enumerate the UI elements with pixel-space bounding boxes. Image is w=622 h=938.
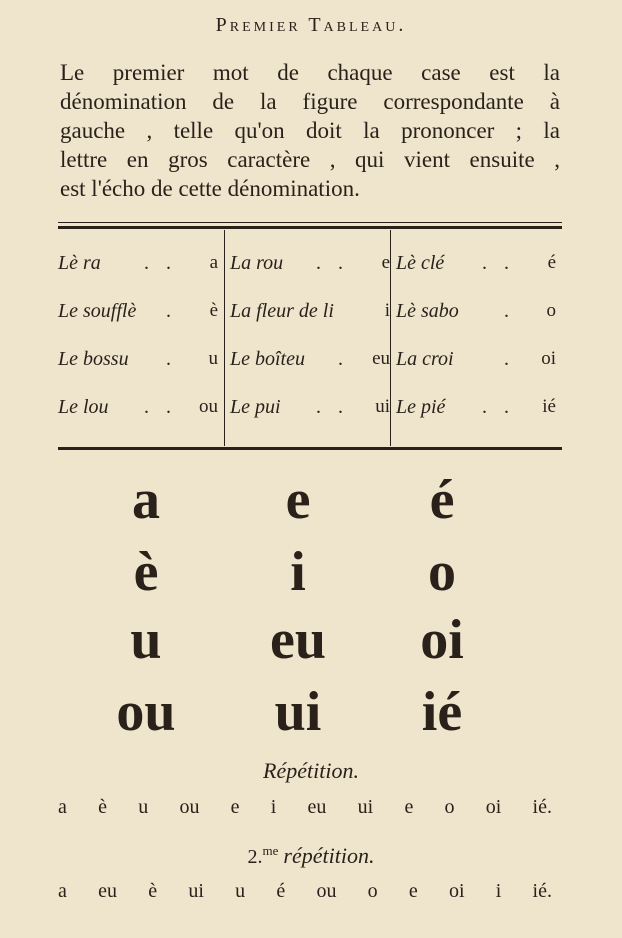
repetition-item: ié. [532, 796, 552, 818]
second-repetition-label: répétition. [283, 843, 375, 868]
figure-name: Le lou [58, 396, 109, 418]
big-letter: ié [421, 681, 463, 743]
echo-letter: oi [541, 348, 556, 369]
table-top-rule [58, 222, 562, 223]
figure-name: Le soufflè [58, 300, 137, 322]
leader-dots: . . [482, 252, 515, 274]
repetition-item: a [58, 796, 67, 818]
repetition-item: i [495, 880, 502, 902]
big-letter: ou [116, 681, 176, 743]
repetition-item: ié. [532, 880, 552, 902]
table-cell [58, 300, 218, 324]
intro-line: gauche , telle qu'on doit la prononcer ; la [60, 118, 560, 143]
repetition-item: o [444, 796, 455, 818]
intro-line: Le premier mot de chaque case est la [60, 60, 560, 85]
repetition-item: ui [188, 880, 204, 902]
big-letter: é [429, 469, 455, 531]
echo-letter: a [209, 252, 218, 273]
table-cell [230, 396, 390, 420]
figure-name: La rou [230, 252, 284, 274]
leader-dots: . [166, 348, 177, 370]
leader-dots: . [504, 300, 515, 322]
big-letter: eu [270, 609, 326, 671]
echo-letter: e [381, 252, 390, 273]
table-bottom-rule [58, 447, 562, 450]
repetition-item: ou [179, 796, 200, 818]
intro-line: est l'écho de cette dénomination. [60, 176, 360, 201]
table-cell [396, 252, 556, 276]
intro-line: lettre en gros caractère , qui vient ensuite , [60, 147, 560, 172]
echo-letter: è [209, 300, 218, 321]
intro-line: dénomination de la figure correspondante à [60, 89, 560, 114]
repetition-line [58, 796, 552, 819]
table-cell [58, 252, 218, 276]
figure-name: Lè ra [58, 252, 101, 274]
big-letter: ui [274, 681, 322, 743]
leader-dots: . . [144, 396, 177, 418]
table-cell [230, 252, 390, 276]
table-cell [396, 396, 556, 420]
big-letter: i [290, 541, 306, 603]
repetition-item: e [404, 796, 414, 818]
leader-dots: . . [316, 396, 349, 418]
leader-dots: . [504, 348, 515, 370]
repetition-item: ui [357, 796, 374, 818]
echo-letter: o [546, 300, 556, 321]
table-cell [230, 300, 390, 324]
big-letter: oi [420, 609, 464, 671]
echo-letter: eu [372, 348, 390, 369]
repetition-item: oi [448, 880, 465, 902]
table-top-rule-thick [58, 226, 562, 229]
echo-letter: ou [199, 396, 218, 417]
echo-letter: u [208, 348, 218, 369]
echo-letter: ui [375, 396, 390, 417]
echo-letter: ié [542, 396, 556, 417]
column-divider [224, 230, 225, 446]
big-letter: u [130, 609, 162, 671]
big-letter: a [132, 469, 160, 531]
big-letter: o [428, 541, 456, 603]
repetition-item: è [148, 880, 158, 902]
intro-paragraph [60, 58, 560, 203]
repetition-item: i [270, 796, 277, 818]
repetition-item: e [408, 880, 418, 902]
repetition-item: a [58, 880, 67, 902]
repetition-item: é [276, 880, 286, 902]
table-cell [58, 348, 218, 372]
repetition-title: Répétition. [263, 758, 359, 783]
page-title: Premier Tableau. [215, 14, 407, 36]
echo-letter: é [547, 252, 556, 273]
table-cell [58, 396, 218, 420]
figure-name: La croi [396, 348, 454, 370]
figure-name: La fleur de li [230, 300, 334, 322]
names-table [58, 230, 562, 446]
leader-dots: . . [482, 396, 515, 418]
repetition-item: è [98, 796, 107, 818]
repetition-item: eu [98, 880, 117, 902]
repetition-item: ou [316, 880, 337, 902]
repetition-item: eu [307, 796, 327, 818]
figure-name: Le pié [396, 396, 446, 418]
repetition-item: u [235, 880, 246, 902]
leader-dots: . . [316, 252, 349, 274]
repetition-item: oi [485, 796, 502, 818]
table-cell [396, 348, 556, 372]
second-repetition-title [0, 843, 622, 869]
big-letter: e [285, 469, 311, 531]
second-repetition-sup: me [262, 843, 279, 858]
figure-name: Le boîteu [230, 348, 305, 370]
leader-dots: . [338, 348, 349, 370]
repetition-item: u [138, 796, 149, 818]
big-letter: è [133, 541, 159, 603]
figure-name: Lè sabo [396, 300, 459, 322]
echo-letter: i [384, 300, 390, 321]
figure-name: Le pui [230, 396, 281, 418]
figure-name: Lè clé [396, 252, 445, 274]
leader-dots: . [166, 300, 177, 322]
leader-dots: . . [144, 252, 177, 274]
table-cell [230, 348, 390, 372]
table-cell [396, 300, 556, 324]
column-divider [390, 230, 391, 446]
figure-name: Le bossu [58, 348, 129, 370]
second-repetition-number: 2. [247, 846, 263, 868]
repetition-item: e [230, 796, 240, 818]
repetition-item: o [367, 880, 378, 902]
second-repetition-line [58, 880, 552, 903]
